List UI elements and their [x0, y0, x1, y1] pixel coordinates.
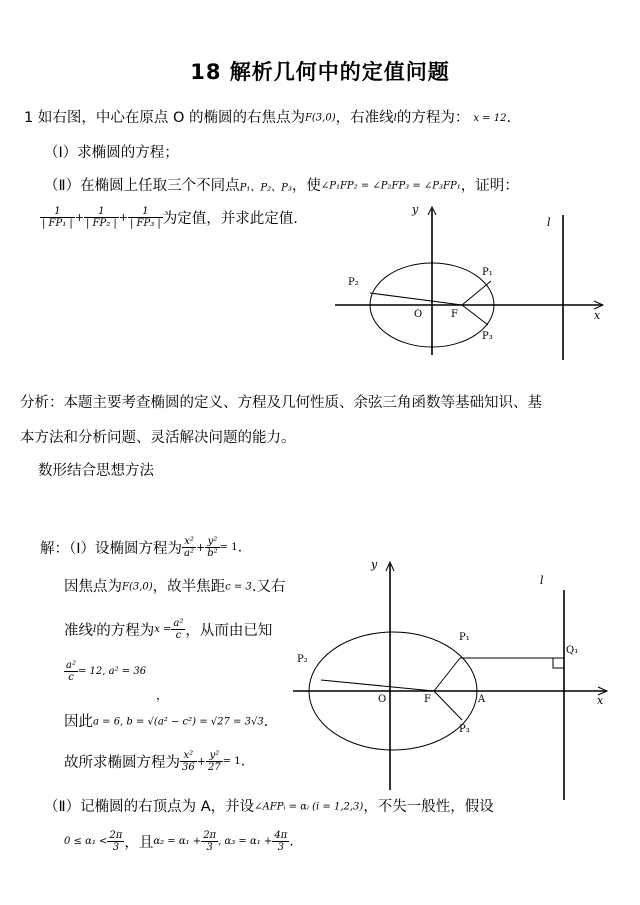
p1-label: P₁	[482, 267, 493, 278]
problem-text: ，右准线	[335, 110, 394, 126]
ellipse-figure-2	[285, 550, 615, 800]
segment-fp1	[434, 658, 460, 691]
analysis-line-1: 分析：本题主要考查椭圆的定义、方程及几何性质、余弦三角函数等基础知识、基	[20, 395, 542, 411]
p3-label: P₃	[482, 331, 493, 342]
q1-label: Q₁	[566, 645, 579, 656]
fraction-fp3: $\frac{1}{\text{| FP₃ |}}$	[130, 206, 161, 229]
solution-line-8	[64, 830, 294, 853]
fraction-fp1: $\frac{1}{\text{| FP₁ |}}$	[42, 206, 73, 229]
alpha2-equation: α₂ = α₁ +	[153, 836, 202, 847]
directrix-var: l	[93, 624, 97, 635]
solution-text: 的方程为	[96, 623, 155, 639]
alpha-definition: ∠AFPᵢ = αᵢ (i = 1,2,3)	[254, 801, 364, 813]
y-label: y	[371, 558, 378, 571]
angle-equation: ∠P₁FP₂ = ∠P₂FP₃ = ∠P₃FP₁	[320, 180, 461, 192]
fraction-y2-27: $\frac{\text{y²}}{27}$	[207, 750, 221, 773]
l-label: l	[547, 216, 551, 229]
p2-label: P₂	[297, 654, 308, 665]
problem-text: ，使	[291, 178, 321, 194]
fraction-x2-a2: $\frac{\text{x²}}{\text{a²}}$	[184, 536, 195, 559]
solution-text: ，从而由已知	[185, 623, 273, 639]
solution-line-2	[64, 575, 285, 596]
solution-text: 因此	[64, 714, 93, 730]
solution-text: ，且	[124, 835, 154, 851]
x-label: x	[594, 309, 601, 322]
solution-line-3	[64, 618, 272, 641]
solution-text: .	[240, 753, 246, 770]
ellipse-figure-1	[330, 195, 620, 365]
problem-part-1: （Ⅰ）求椭圆的方程；	[44, 145, 179, 161]
segment-fp3	[434, 691, 462, 720]
fraction-y2-b2: $\frac{\text{y²}}{\text{b²}}$	[207, 536, 218, 559]
problem-text: 1 如右图，中心在原点 O 的椭圆的右焦点为	[24, 110, 305, 126]
solution-text: ，故半焦距	[152, 579, 226, 595]
solution-text: 解：（Ⅰ）设椭圆方程为	[40, 541, 183, 557]
directrix-var: l	[393, 112, 397, 124]
problem-line-1	[24, 106, 511, 127]
origin-label: O	[378, 694, 387, 705]
problem-text: （Ⅱ）在椭圆上任取三个不同点	[44, 178, 240, 194]
solution-text: 准线	[64, 623, 93, 639]
problem-text: .	[506, 110, 512, 126]
solution-comma: ，	[156, 688, 169, 702]
solution-text: .又右	[251, 579, 286, 595]
segment-fp3	[462, 305, 488, 325]
solution-line-4	[64, 660, 146, 683]
fraction-2pi-3: $\frac{2\pi}{3}$	[109, 830, 123, 853]
y-label: y	[412, 203, 419, 216]
fraction-2pi-3: $\frac{2\pi}{3}$	[203, 830, 217, 853]
problem-text: 的方程为：	[396, 110, 470, 126]
points-formula: P₁、P₂、P₃	[239, 182, 292, 194]
focus-label: F	[424, 694, 431, 705]
solution-text: 故所求椭圆方程为	[64, 755, 180, 771]
directrix-equation: x = 12	[473, 112, 507, 124]
ab-equation: a = 6, b = √(a² − c²) = √27 = 3√3	[93, 716, 264, 728]
problem-part-2	[44, 174, 519, 195]
x-label: x	[597, 694, 604, 707]
solution-line-6	[64, 750, 245, 773]
ellipse-rhs: = 1	[219, 542, 238, 553]
solution-line-5	[64, 710, 268, 731]
plus-sign: +	[196, 755, 206, 768]
page-title: 18 解析几何中的定值问题	[190, 60, 450, 84]
x-equals: x =	[154, 624, 172, 635]
focus-label: F	[451, 309, 458, 320]
solution-text: .	[263, 714, 269, 730]
problem-sum-line	[40, 206, 298, 229]
segment-fp2	[321, 680, 434, 691]
analysis-line-2: 本方法和分析问题、灵活解决问题的能力。	[20, 430, 296, 446]
focus-formula: F(3,0)	[304, 112, 336, 124]
solution-text: （Ⅱ）记椭圆的右顶点为 A，并设	[44, 799, 255, 815]
problem-text: 为定值，并求此定值.	[162, 211, 298, 227]
p1-label: P₁	[459, 632, 470, 643]
fraction-x2-36: $\frac{\text{x²}}{36}$	[182, 750, 195, 773]
plus-sign: +	[196, 541, 206, 554]
a-squared-equation: = 12, a² = 36	[77, 666, 147, 677]
focus-formula: F(3,0)	[122, 581, 153, 593]
solution-text: .	[237, 539, 243, 556]
origin-label: O	[414, 309, 423, 320]
fraction-fp2: $\frac{1}{\text{| FP₂ |}}$	[86, 206, 117, 229]
fraction-a2-c: $\frac{\text{a²}}{c}$	[173, 618, 184, 641]
segment-fp1	[462, 281, 491, 305]
problem-text: ，证明：	[460, 178, 519, 194]
p3-label: P₃	[459, 724, 470, 735]
final-rhs: = 1	[222, 756, 241, 767]
plus-sign: +	[74, 211, 84, 224]
vertex-a-label: A	[478, 694, 486, 705]
alpha3-equation: , α₃ = α₁ +	[218, 836, 273, 847]
fraction-4pi-3: $\frac{4\pi}{3}$	[274, 830, 288, 853]
analysis-line-3: 数形结合思想方法	[38, 463, 154, 479]
right-angle-mark	[553, 658, 564, 668]
plus-sign: +	[118, 211, 128, 224]
solution-line-1	[40, 536, 242, 559]
solution-text: ，不失一般性，假设	[363, 799, 494, 815]
c-equation: c = 3	[225, 581, 252, 593]
solution-text: .	[289, 833, 294, 850]
fraction-a2-c: $\frac{\text{a²}}{c}$	[66, 660, 76, 683]
segment-fp2	[370, 293, 462, 305]
p2-label: P₂	[348, 277, 359, 288]
solution-text: 因焦点为	[64, 579, 122, 595]
alpha1-range: 0 ≤ α₁ <	[64, 836, 108, 847]
l-label: l	[540, 574, 544, 587]
